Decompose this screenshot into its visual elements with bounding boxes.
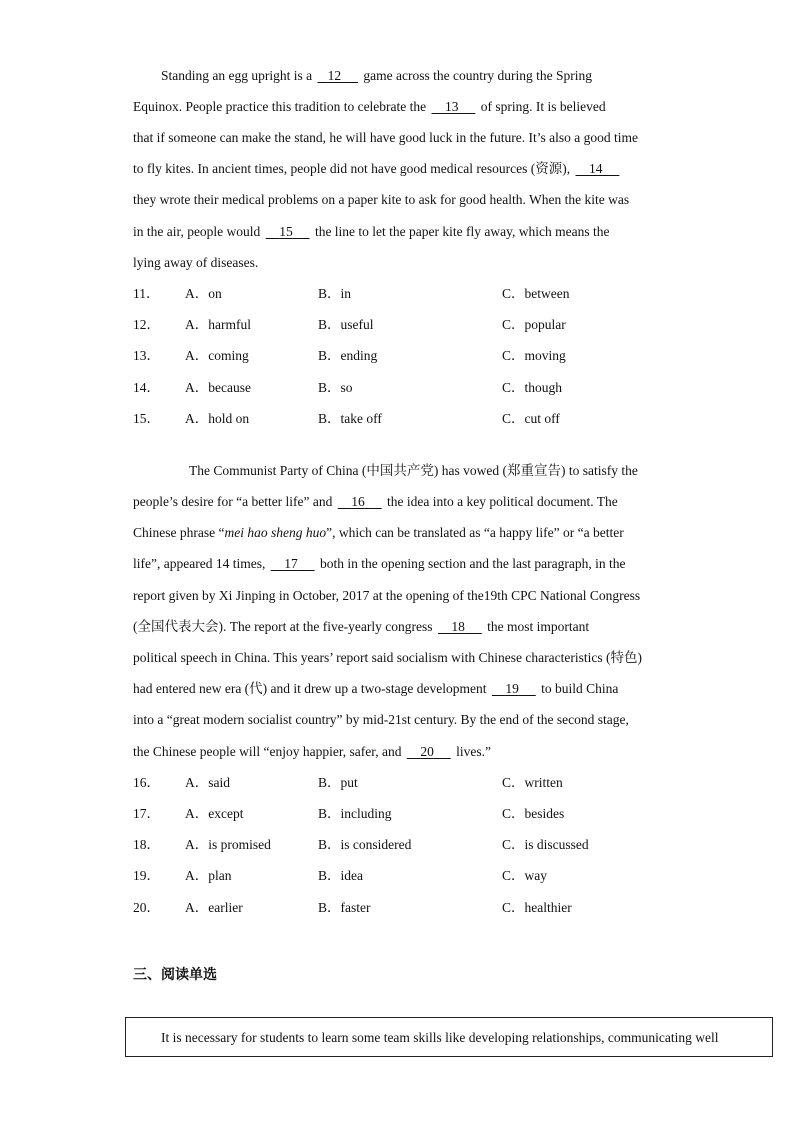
option-b[interactable]: B．useful (318, 317, 374, 332)
p2-line-6: (全国代表大会). The report at the five-yearly congress 18 the most important (133, 619, 590, 634)
question-13: 13． A．coming B．ending C．moving (133, 348, 566, 363)
p2-line-7: political speech in China. This years’ report said socialism with Chinese characteristics (特色) (133, 650, 642, 665)
option-a[interactable]: A．harmful (185, 317, 251, 332)
p1-line-7: lying away of diseases. (133, 255, 259, 270)
p1-line-2: Equinox. People practice this tradition to celebrate the 13 of spring. It is believed (133, 99, 606, 114)
p2-line-1: The Communist Party of China (中国共产党) has vowed (郑重宣告) to satisfy the (189, 463, 638, 478)
question-19: 19． A．plan B．idea C．way (133, 868, 547, 883)
p2-line-2: people’s desire for “a better life” and 16 the idea into a key political document. The (133, 494, 618, 509)
blank-19[interactable]: 19 (505, 681, 519, 696)
option-c[interactable]: C．way (502, 868, 547, 883)
option-a[interactable]: A．plan (185, 868, 232, 883)
p2-line-9: into a “great modern socialist country” by mid-21st century. By the end of the second stage, (133, 712, 629, 727)
option-c[interactable]: C．moving (502, 348, 566, 363)
option-b[interactable]: B．in (318, 286, 352, 301)
blank-15[interactable]: 15 (279, 224, 293, 239)
blank-14[interactable]: 14 (589, 161, 603, 176)
option-b[interactable]: B．including (318, 806, 392, 821)
option-b[interactable]: B．take off (318, 411, 382, 426)
option-c[interactable]: C．cut off (502, 411, 560, 426)
question-16: 16． A．said B．put C．written (133, 775, 563, 790)
question-20: 20． A．earlier B．faster C．healthier (133, 900, 572, 915)
option-c[interactable]: C．written (502, 775, 563, 790)
p1-line-5: they wrote their medical problems on a paper kite to ask for good health. When the kite was (133, 192, 630, 207)
option-c[interactable]: C．between (502, 286, 570, 301)
option-c[interactable]: C．though (502, 380, 563, 395)
p1-line-3: that if someone can make the stand, he will have good luck in the future. It’s also a good time (133, 130, 638, 145)
question-14: 14． A．because B．so C．though (133, 380, 563, 395)
option-a[interactable]: A．hold on (185, 411, 250, 426)
option-b[interactable]: B．faster (318, 900, 371, 915)
option-c[interactable]: C．healthier (502, 900, 572, 915)
p2-line-5: report given by Xi Jinping in October, 2017 at the opening of the19th CPC National Congress (133, 588, 641, 603)
blank-20[interactable]: 20 (420, 744, 434, 759)
p2-line-4: life”, appeared 14 times, 17 both in the opening section and the last paragraph, in the (133, 556, 626, 571)
blank-17[interactable]: 17 (284, 556, 298, 571)
option-a[interactable]: A．except (185, 806, 244, 821)
p2-line-8: had entered new era (代) and it drew up a two-stage development 19 to build China (133, 681, 619, 696)
blank-12[interactable]: 12 (327, 68, 342, 83)
p1-line-1: Standing an egg upright is a 12 game across the country during the Spring (161, 68, 593, 83)
question-11: 11． A．on B．in C．between (133, 286, 570, 301)
option-c[interactable]: C．is discussed (502, 837, 589, 852)
option-c[interactable]: C．besides (502, 806, 565, 821)
option-a[interactable]: A．earlier (185, 900, 243, 915)
question-17: 17． A．except B．including C．besides (133, 806, 565, 821)
option-a[interactable]: A．on (185, 286, 222, 301)
reading-passage-text: It is necessary for students to learn some team skills like developing relationships, communicating well (161, 1030, 719, 1045)
option-a[interactable]: A．coming (185, 348, 249, 363)
blank-13[interactable]: 13 (445, 99, 459, 114)
option-b[interactable]: B．so (318, 380, 353, 395)
option-b[interactable]: B．ending (318, 348, 378, 363)
question-15: 15． A．hold on B．take off C．cut off (133, 411, 560, 426)
reading-passage-box (125, 1017, 773, 1057)
blank-18[interactable]: 18 (451, 619, 465, 634)
option-a[interactable]: A．said (185, 775, 230, 790)
p2-line-10: the Chinese people will “enjoy happier, safer, and 20 lives.” (133, 744, 491, 759)
blank-16[interactable]: 16 (351, 494, 365, 509)
option-b[interactable]: B．is considered (318, 837, 412, 852)
option-a[interactable]: A．because (185, 380, 251, 395)
section-heading: 三、阅读单选 (133, 967, 217, 983)
option-a[interactable]: A．is promised (185, 837, 271, 852)
p1-line-6: in the air, people would 15 the line to let the paper kite fly away, which means the (133, 224, 610, 239)
p1-line-4: to fly kites. In ancient times, people did not have good medical resources (资源), 14 (133, 160, 621, 178)
question-12: 12． A．harmful B．useful C．popular (133, 317, 566, 332)
p2-line-3: Chinese phrase “mei hao sheng huo”, which can be translated as “a happy life” or “a better (133, 525, 624, 540)
option-b[interactable]: B．put (318, 775, 358, 790)
option-c[interactable]: C．popular (502, 317, 566, 332)
option-b[interactable]: B．idea (318, 868, 363, 883)
question-18: 18． A．is promised B．is considered C．is discussed (133, 837, 589, 852)
